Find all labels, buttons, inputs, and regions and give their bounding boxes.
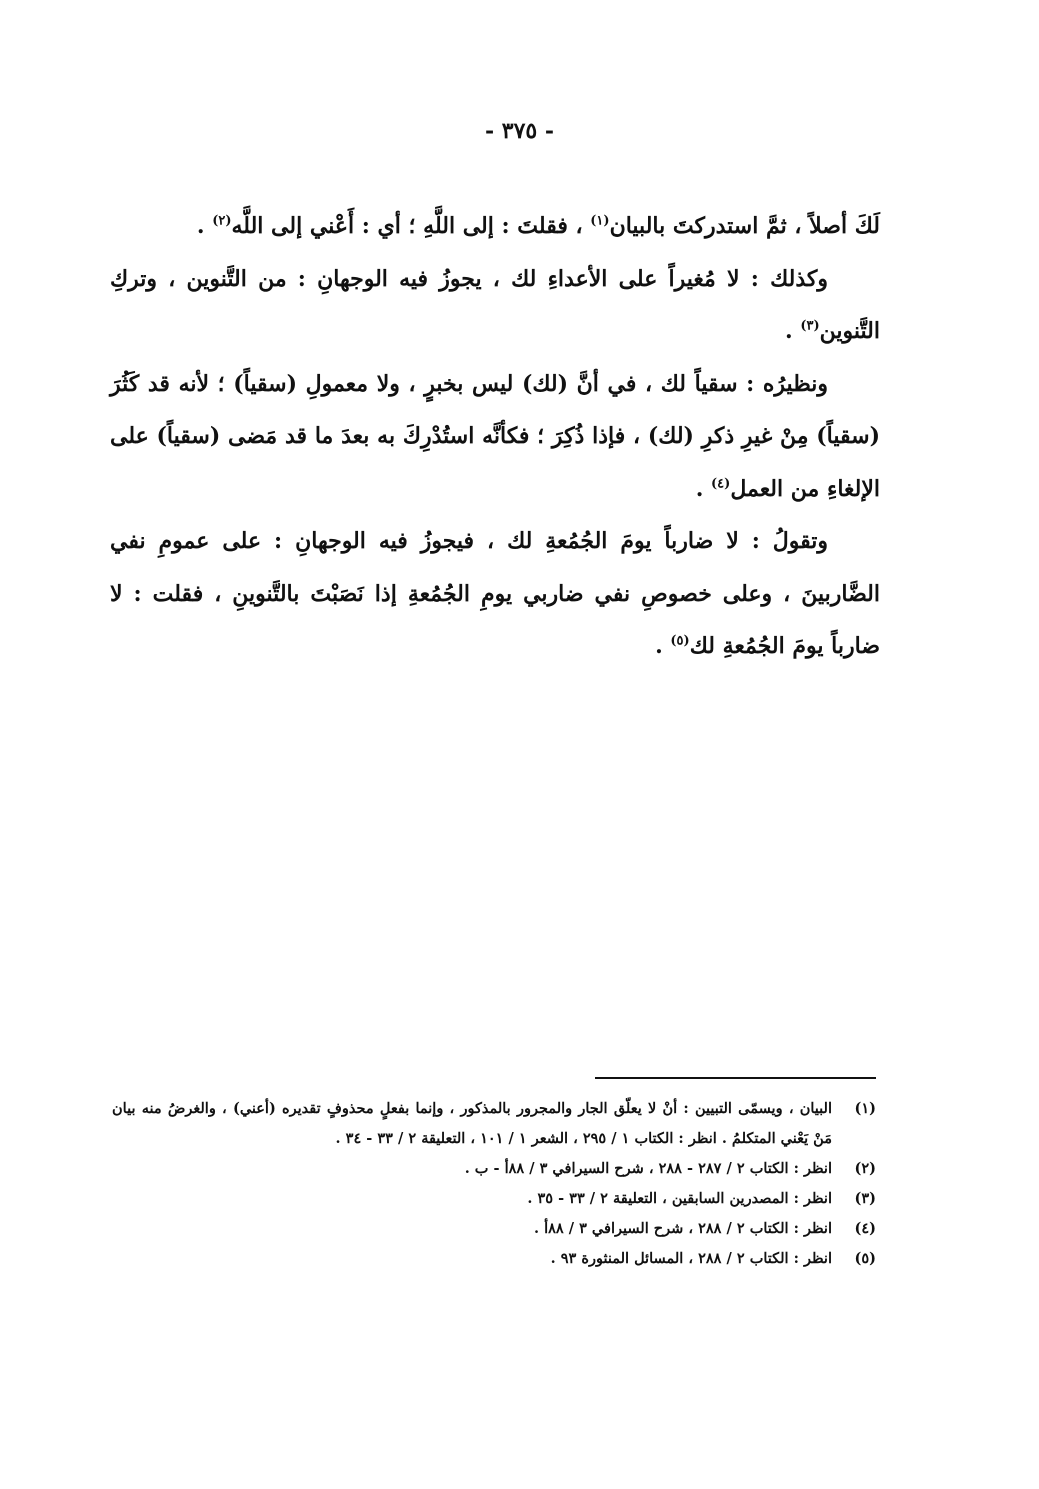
text-run: وكذلك : لا مُغيراً على الأعداءِ لك ، يجوزُ فيه الوجهانِ : من التَّنوين ، وتركِ التَّنوين	[110, 265, 880, 344]
footnote-reference[interactable]: (٢)	[212, 213, 232, 229]
footnote	[112, 1214, 876, 1244]
footnote-text: انظر : الكتاب ٢ / ٢٨٧ - ٢٨٨ ، شرح السيرافي ٣ / ٨٨أ - ب .	[464, 1160, 832, 1177]
text-run: .	[695, 475, 712, 502]
footnote-text: انظر : الكتاب ٢ / ٢٨٨ ، شرح السيرافي ٣ / ٨٨أ .	[533, 1220, 832, 1237]
footnote	[112, 1094, 876, 1154]
footnote-text: انظر : المصدرين السابقين ، التعليقة ٢ / ٣٣ - ٣٥ .	[527, 1190, 832, 1207]
footnote-number: (٤)	[854, 1220, 876, 1237]
text-run: ونظيرُه : سقياً لك ، في أنَّ (لك) ليس بخبرٍ ، ولا معمولِ (سقياً) ؛ لأنه قد كَثُرَ (سقياً) مِنْ غيرِ ذكرِ (لك) ، فإذا ذُكِرَ ؛ فكأنَّه استُدْرِكَ به بعدَ ما قد مَضى (سقياً) على الإلغاءِ من العمل	[110, 370, 880, 502]
footnote-reference[interactable]: (٥)	[670, 633, 690, 649]
text-run: لَكَ أصلاً ، ثمَّ استدركتَ بالبيان	[609, 213, 880, 239]
footnote-separator	[595, 1077, 876, 1079]
page-number: - ٣٧٥ -	[484, 118, 555, 144]
text-run: .	[655, 633, 671, 659]
text-run: ، فقلتَ : إلى اللَّهِ ؛ أي : أَعْني إلى اللَّه	[231, 213, 591, 239]
main-text	[110, 200, 880, 673]
footnote-reference[interactable]: (١)	[590, 213, 610, 229]
footnote-number: (٢)	[854, 1160, 876, 1177]
footnote-text: البيان ، ويسمّى التبيين : أنْ لا يعلّق الجار والمجرور بالمذكور ، وإنما بفعلٍ محذوفٍ تقديره (أعني) ، والغرضُ منه بيان مَنْ يَعْني المتكلمُ . انظر : الكتاب ١ / ٢٩٥ ، الشعر ١ / ١٠١ ، التعليقة ٢ / ٣٣ - ٣٤ .	[112, 1100, 832, 1147]
text-run: .	[785, 318, 801, 344]
footnotes	[112, 1094, 876, 1274]
footnote-reference[interactable]: (٣)	[800, 318, 820, 334]
text-run: وتقولُ : لا ضارباً يومَ الجُمُعةِ لك ، فيجوزُ فيه الوجهانِ : على عمومِ نفي الضَّاربينَ ، وعلى خصوصِ نفي ضاربي يومِ الجُمُعةِ إذا نَصَبْتَ بالتَّنوينِ ، فقلت : لا ضارباً يومَ الجُمُعةِ لك	[110, 528, 880, 659]
paragraph	[110, 515, 880, 673]
footnote	[112, 1244, 876, 1274]
paragraph	[110, 200, 880, 253]
footnote-number: (١)	[854, 1100, 876, 1117]
paragraph	[110, 253, 880, 358]
footnote-text: انظر : الكتاب ٢ / ٢٨٨ ، المسائل المنثورة ٩٣ .	[550, 1250, 832, 1267]
footnote	[112, 1154, 876, 1184]
footnote	[112, 1184, 876, 1214]
paragraph	[110, 358, 880, 516]
text-run: .	[196, 213, 213, 239]
footnote-number: (٣)	[854, 1190, 876, 1207]
footnote-reference[interactable]: (٤)	[711, 476, 731, 492]
footnote-number: (٥)	[854, 1250, 876, 1267]
